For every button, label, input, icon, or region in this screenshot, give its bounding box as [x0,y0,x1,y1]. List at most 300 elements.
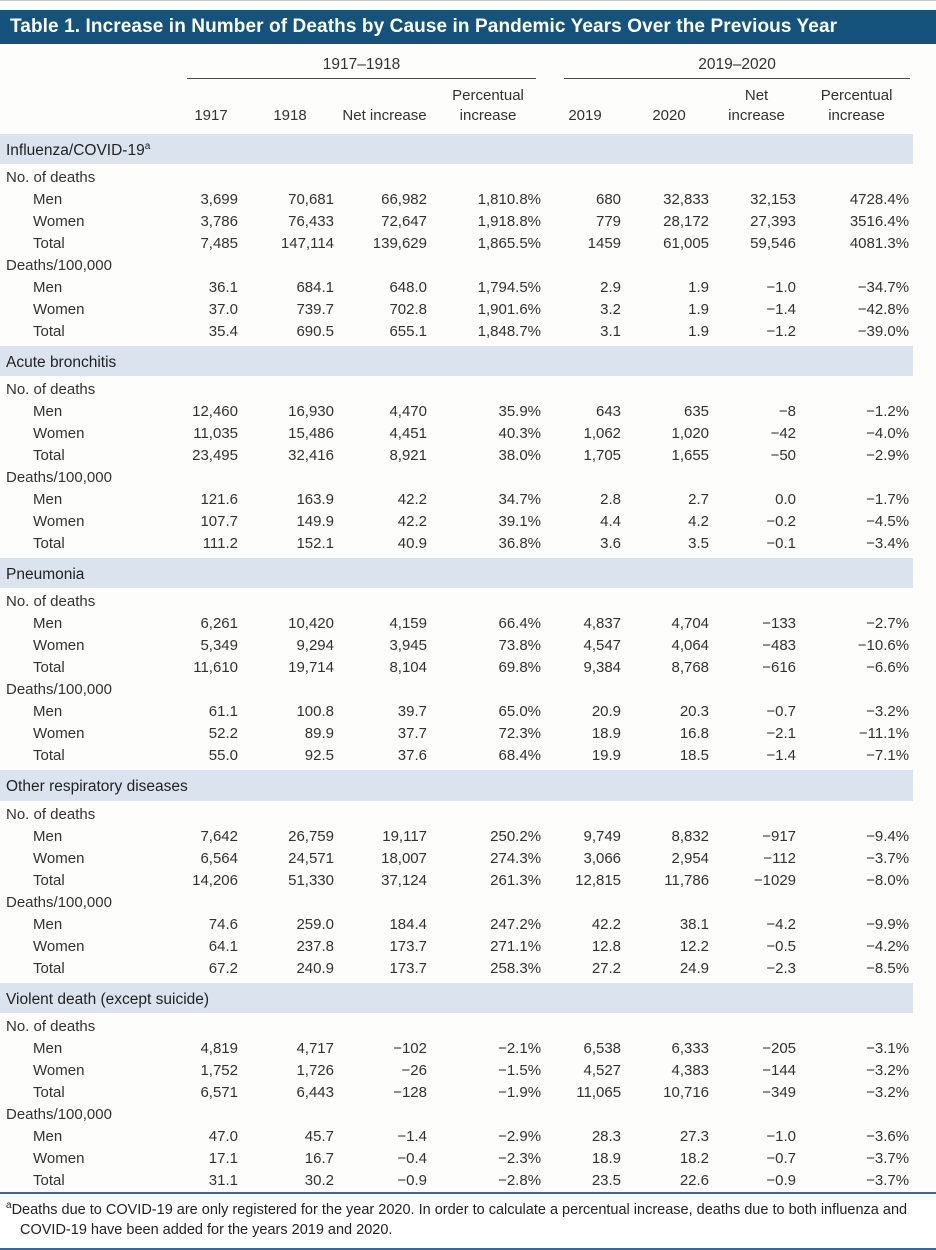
cell-value: 19,117 [382,827,427,845]
cell-value: −0.9 [766,1171,797,1189]
cell-value: 3,699 [200,191,238,209]
cell-value: 24,571 [288,849,334,867]
cell-value: −205 [762,1039,797,1057]
table-row [0,277,913,299]
column-group-1917-1918 [180,44,545,80]
cell-value: 32,416 [288,447,334,465]
cell-value: −2.1% [498,1039,542,1057]
cell-value: 16.7 [304,1149,334,1167]
cell-value: 684.1 [296,279,334,297]
table-row [0,1082,913,1104]
cell-value: 247.2% [490,915,542,933]
cell-value: 3,945 [389,637,427,655]
cell-value: −3.2% [866,1083,910,1101]
cell-value: 702.8 [389,301,427,319]
cell-value: 258.3% [490,959,542,977]
cell-value: 2.7 [688,491,710,509]
cell-value: 240.9 [296,959,334,977]
cell-value: −1.7% [866,491,910,509]
cell-value: −2.7% [866,615,910,633]
cell-value: 34.7% [498,491,542,509]
cell-value: 680 [596,191,622,209]
row-label: Men [33,615,63,633]
cell-value: 643 [596,403,622,421]
cell-value: 1,865.5% [477,235,542,253]
col-header-1918: 1918 [242,80,338,133]
cell-value: 47.0 [208,1127,238,1145]
table-footnote [0,1192,936,1250]
cell-value: 237.8 [296,937,334,955]
cell-value: 92.5 [304,747,334,765]
cell-value: −1.9% [498,1083,542,1101]
table-row [0,423,913,445]
cell-value: 4,527 [583,1061,622,1079]
cell-value: −483 [762,637,797,655]
cell-value: 9,749 [583,827,622,845]
row-label: Women [33,637,85,655]
cell-value: 4,704 [671,615,710,633]
cell-value: 66,982 [381,191,427,209]
col-header-percentual-increase-2: Percentual increase [800,80,913,133]
row-label: Women [33,1149,85,1167]
cell-value: 11,035 [193,425,238,443]
cell-value: 22.6 [679,1171,710,1189]
row-label: Women [33,513,85,531]
cell-value: 76,433 [288,213,334,231]
row-label: Total [33,959,65,977]
cell-value: −1.4 [766,301,797,319]
cell-value: −2.8% [498,1171,542,1189]
cell-value: 259.0 [296,915,334,933]
row-group-label: No. of deaths [6,381,96,399]
cell-value: −616 [762,659,797,677]
cell-value: 19,714 [288,659,334,677]
cell-value: 4,717 [296,1039,334,1057]
cell-value: 14,206 [192,871,238,889]
cell-value: −1.2% [866,403,910,421]
table-row [0,401,913,423]
section-title: Influenza/COVID-19 [6,142,145,160]
row-label: Men [33,1039,63,1057]
row-label: Men [33,915,63,933]
cell-value: 655.1 [389,323,427,341]
cell-value: 6,443 [296,1083,334,1101]
cell-value: 4,383 [671,1061,710,1079]
table-row [0,723,913,745]
cell-value: −0.9 [397,1171,427,1189]
section-row [0,345,913,378]
cell-value: 2,954 [671,849,710,867]
cell-value: −9.9% [866,915,910,933]
row-group-header [0,255,913,277]
table-row [0,635,913,657]
table-container [0,44,936,1192]
table-row [0,936,913,958]
table-row [0,189,913,211]
cell-value: 70,681 [288,191,334,209]
cell-value: 107.7 [200,513,238,531]
cell-value: 38.0% [498,447,542,465]
cell-value: 1.9 [688,323,710,341]
cell-value: 18.2 [679,1149,710,1167]
cell-value: 39.7 [397,703,427,721]
cell-value: 6,571 [200,1083,238,1101]
table-row [0,1038,913,1060]
cell-value: −0.7 [766,703,797,721]
cell-value: 5,349 [200,637,238,655]
row-label: Total [33,323,65,341]
cell-value: −133 [762,615,797,633]
cell-value: −1.5% [498,1061,542,1079]
cell-value: 6,538 [583,1039,622,1057]
cell-value: 18.9 [591,725,622,743]
table-row [0,1126,913,1148]
cell-value: −4.2 [766,915,797,933]
cell-value: 1,726 [296,1061,334,1079]
row-group-label: Deaths/100,000 [6,469,112,487]
cell-value: 61.1 [208,703,238,721]
cell-value: 9,384 [583,659,622,677]
cell-value: −917 [762,827,797,845]
cell-value: 739.7 [296,301,334,319]
column-header-row [0,80,913,133]
cell-value: 147,114 [280,235,334,253]
section-title: Pneumonia [6,566,85,584]
cell-value: 7,642 [200,827,238,845]
cell-value: 8,832 [671,827,710,845]
cell-value: 4,064 [671,637,710,655]
cell-value: 4,819 [200,1039,238,1057]
cell-value: 690.5 [296,323,334,341]
empty-corner-cell [0,80,180,133]
cell-value: 24.9 [679,959,710,977]
table-row [0,533,913,557]
cell-value: −2.3% [498,1149,542,1167]
cell-value: 59,546 [750,235,797,253]
cell-value: 30.2 [304,1171,334,1189]
col-header-2020: 2020 [625,80,713,133]
cell-value: 152.1 [296,535,334,553]
cell-value: 139,629 [372,235,427,253]
table-row [0,826,913,848]
cell-value: 61,005 [663,235,710,253]
cell-value: 4,547 [583,637,622,655]
table-row [0,870,913,892]
cell-value: 6,564 [200,849,238,867]
cell-value: −3.4% [866,535,910,553]
cell-value: 1,848.7% [477,323,542,341]
row-group-label: No. of deaths [6,805,96,823]
section-header [0,133,913,166]
section-footnote-marker: a [144,141,151,152]
cell-value: −0.5 [766,937,797,955]
cell-value: −7.1% [866,747,910,765]
row-label: Total [33,447,65,465]
footnote-text: Deaths due to COVID-19 are only registered for the year 2020. In order to calculate a percentual increase, deaths due to both influenza and COVID-19 have been added for the years 2019 and 2020. [11,1201,908,1238]
cell-value: −4.0% [866,425,910,443]
cell-value: 27,393 [750,213,797,231]
col-header-2019: 2019 [545,80,625,133]
cell-value: 1,062 [583,425,622,443]
cell-value: 3516.4% [849,213,910,231]
row-group-header [0,166,913,190]
cell-value: 12,815 [575,871,622,889]
cell-value: −144 [762,1061,797,1079]
cell-value: 8,768 [671,659,710,677]
table-row [0,1060,913,1082]
cell-value: −2.9% [498,1127,542,1145]
cell-value: 11,065 [576,1083,622,1101]
cell-value: −0.7 [766,1149,797,1167]
cell-value: 39.1% [498,513,542,531]
cell-value: 17.1 [208,1149,238,1167]
cell-value: 28,172 [663,213,710,231]
section-row [0,557,913,590]
cell-value: 35.9% [498,403,542,421]
cell-value: 184.4 [389,915,427,933]
cell-value: 32,833 [663,191,710,209]
cell-value: 12.8 [591,937,622,955]
cell-value: 9,294 [296,637,334,655]
cell-value: −8.0% [866,871,910,889]
cell-value: 12,460 [192,403,238,421]
table-row [0,1148,913,1170]
cell-value: −1.2 [766,323,797,341]
cell-value: 6,333 [671,1039,710,1057]
cell-value: 261.3% [490,871,542,889]
cell-value: 40.3% [498,425,542,443]
column-group-label: 2019–2020 [564,56,910,79]
cell-value: 4081.3% [849,235,910,253]
cell-value: −4.5% [866,513,910,531]
row-label: Women [33,937,85,955]
row-label: Men [33,491,63,509]
cell-value: −9.4% [866,827,910,845]
section-row [0,981,913,1014]
table-row [0,511,913,533]
section-title: Other respiratory diseases [6,778,188,796]
cell-value: 4.4 [600,513,622,531]
cell-value: 52.2 [208,725,238,743]
row-group-header [0,1104,913,1126]
table-row [0,445,913,467]
cell-value: 72,647 [381,213,427,231]
row-group-header [0,467,913,489]
cell-value: 40.9 [397,535,427,553]
cell-value: 23.5 [591,1171,622,1189]
cell-value: −39.0% [857,323,910,341]
cell-value: 2.8 [600,491,622,509]
row-label: Women [33,301,85,319]
table-row [0,233,913,255]
cell-value: 38.1 [679,915,710,933]
cell-value: 0.0 [775,491,797,509]
row-label: Total [33,235,65,253]
cell-value: 18.5 [679,747,710,765]
deaths-table [0,44,913,1192]
cell-value: 3,786 [200,213,238,231]
row-group-header [0,679,913,701]
cell-value: 3.5 [688,535,710,553]
column-group-label: 1917–1918 [187,56,536,79]
col-header-net-increase-1: Net increase [338,80,431,133]
cell-value: 69.8% [498,659,542,677]
footnote-marker: a [6,1199,12,1211]
cell-value: 635 [684,403,710,421]
cell-value: 173.7 [389,959,427,977]
cell-value: 31.1 [208,1171,238,1189]
cell-value: 72.3% [498,725,542,743]
cell-value: 67.2 [208,959,238,977]
col-header-1917: 1917 [180,80,242,133]
cell-value: 1,655 [671,447,710,465]
section-header [0,769,913,802]
cell-value: −8.5% [866,959,910,977]
cell-value: 18.9 [591,1149,622,1167]
cell-value: −1.4 [766,747,797,765]
cell-value: −1.4 [397,1127,427,1145]
cell-value: 3.2 [600,301,622,319]
col-header-percentual-increase-1: Percentual increase [431,80,545,133]
table-row [0,489,913,511]
cell-value: 111.2 [202,535,238,553]
cell-value: 11,610 [193,659,238,677]
table-row [0,745,913,769]
cell-value: 37.0 [208,301,238,319]
cell-value: 36.1 [208,279,238,297]
table-row [0,321,913,345]
cell-value: 35.4 [208,323,238,341]
row-label: Total [33,659,65,677]
cell-value: 51,330 [288,871,334,889]
cell-value: −102 [393,1039,427,1057]
cell-value: 11,786 [664,871,710,889]
cell-value: 16,930 [288,403,334,421]
row-group-label: Deaths/100,000 [6,681,112,699]
cell-value: 23,495 [192,447,238,465]
cell-value: 1.9 [688,301,710,319]
cell-value: 7,485 [200,235,238,253]
cell-value: 3.1 [600,323,622,341]
section-row [0,769,913,802]
cell-value: −3.2% [866,703,910,721]
cell-value: −50 [770,447,797,465]
table-row [0,848,913,870]
cell-value: 37.7 [397,725,427,743]
cell-value: 10,716 [663,1083,710,1101]
section-row [0,133,913,166]
row-group-label: No. of deaths [6,593,96,611]
row-group-header [0,590,913,614]
row-label: Total [33,535,65,553]
cell-value: 100.8 [296,703,334,721]
table-row [0,211,913,233]
cell-value: 163.9 [296,491,334,509]
cell-value: −2.9% [866,447,910,465]
cell-value: 20.3 [679,703,710,721]
cell-value: 1.9 [688,279,710,297]
cell-value: 6,261 [200,615,238,633]
table-row [0,613,913,635]
cell-value: 2.9 [600,279,622,297]
cell-value: −3.7% [866,1171,910,1189]
cell-value: 20.9 [591,703,622,721]
cell-value: 3,066 [583,849,622,867]
cell-value: −3.1% [866,1039,910,1057]
cell-value: 779 [596,213,622,231]
row-label: Women [33,213,85,231]
cell-value: 64.1 [208,937,238,955]
cell-value: −0.1 [766,535,797,553]
cell-value: 149.9 [296,513,334,531]
cell-value: −6.6% [866,659,910,677]
cell-value: −349 [762,1083,797,1101]
row-label: Men [33,279,63,297]
table-body [0,133,913,1192]
cell-value: 37,124 [381,871,427,889]
cell-value: −1.0 [766,1127,797,1145]
section-header [0,981,913,1014]
row-label: Men [33,1127,63,1145]
cell-value: 28.3 [591,1127,622,1145]
row-group-label: No. of deaths [6,1017,96,1035]
empty-corner-cell [0,44,180,80]
cell-value: 42.2 [591,915,622,933]
table-title: Table 1. Increase in Number of Deaths by Cause in Pandemic Years Over the Previous Year [0,10,936,44]
cell-value: 42.2 [397,513,427,531]
row-label: Total [33,1083,65,1101]
cell-value: 4,159 [389,615,427,633]
table-row [0,701,913,723]
table-row [0,958,913,982]
cell-value: 1,810.8% [477,191,542,209]
cell-value: 4,451 [389,425,427,443]
cell-value: 66.4% [498,615,542,633]
row-group-header [0,892,913,914]
cell-value: 1,918.8% [477,213,542,231]
cell-value: 1,705 [583,447,622,465]
row-label: Women [33,1061,85,1079]
cell-value: −0.2 [766,513,797,531]
cell-value: 18,007 [381,849,427,867]
cell-value: 15,486 [288,425,334,443]
cell-value: 65.0% [498,703,542,721]
cell-value: −4.2% [866,937,910,955]
cell-value: −3.6% [866,1127,910,1145]
cell-value: −26 [401,1061,427,1079]
cell-value: 12.2 [679,937,710,955]
row-group-header [0,378,913,402]
cell-value: −42 [770,425,797,443]
section-header [0,557,913,590]
table-row [0,1170,913,1192]
cell-value: 27.3 [679,1127,710,1145]
cell-value: 32,153 [750,191,797,209]
cell-value: 73.8% [498,637,542,655]
cell-value: −42.8% [857,301,910,319]
cell-value: 45.7 [304,1127,334,1145]
cell-value: 3.6 [600,535,622,553]
row-label: Women [33,425,85,443]
cell-value: −112 [763,849,797,867]
cell-value: 10,420 [288,615,334,633]
column-group-2019-2020 [545,44,913,80]
row-label: Total [33,871,65,889]
cell-value: 36.8% [498,535,542,553]
cell-value: 648.0 [389,279,427,297]
cell-value: −1.0 [766,279,797,297]
cell-value: 4.2 [688,513,710,531]
